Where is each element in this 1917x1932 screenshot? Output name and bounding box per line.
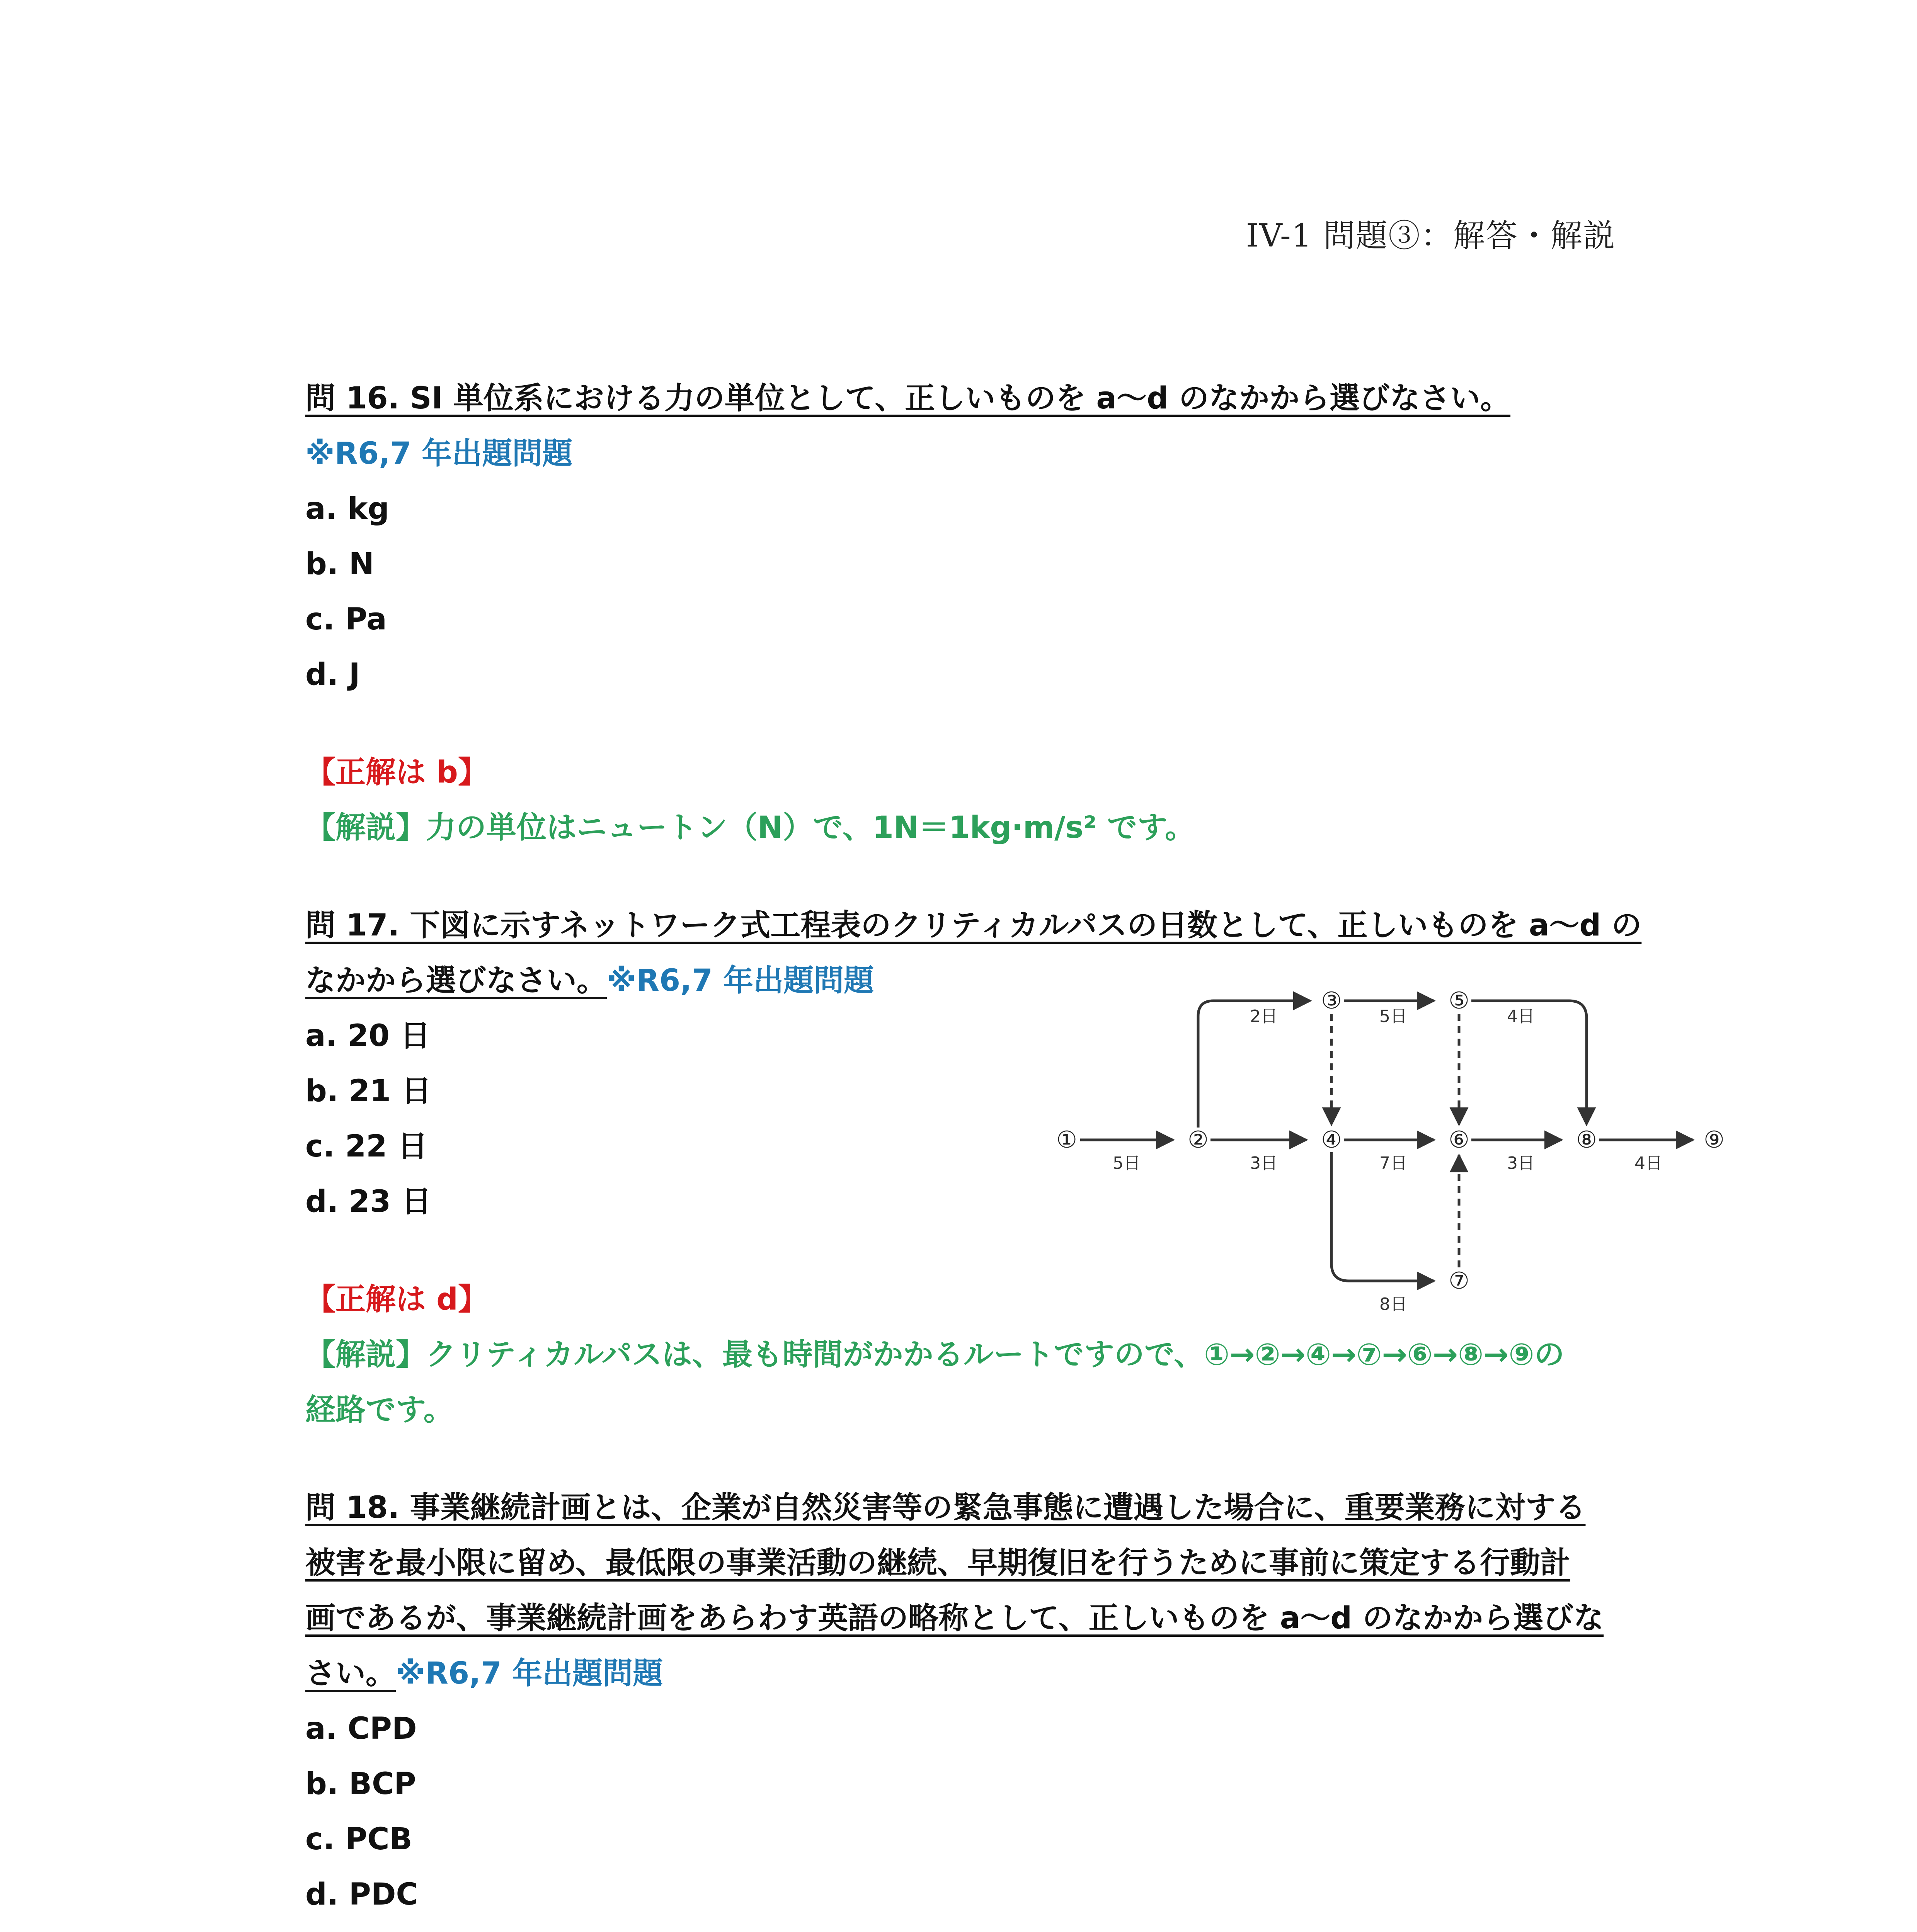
q18-choice-c: c. PCB — [305, 1822, 412, 1857]
label-8-9: 4日 — [1634, 1153, 1662, 1173]
spacer — [305, 702, 1616, 745]
question-17-text-2: なかから選びなさい。 — [305, 963, 607, 998]
question-16-note: ※R6,7 年出題問題 — [305, 436, 573, 471]
question-16-text: 問 16. SI 単位系における力の単位として、正しいものを a～d のなかから選びなさい。 — [305, 381, 1511, 416]
q16-choice-a: a. kg — [305, 492, 390, 526]
question-18-line-2 — [305, 1536, 1616, 1591]
spacer — [305, 855, 1616, 898]
label-4-6: 7日 — [1379, 1153, 1407, 1173]
q17-answer: 【正解は d】 — [305, 1282, 488, 1317]
question-17-line-1 — [305, 898, 1642, 953]
network-schedule-diagram — [1044, 978, 1770, 1325]
label-2-3: 2日 — [1250, 1007, 1278, 1026]
node-9: ⑨ — [1704, 1126, 1725, 1153]
q16-explanation: 【解説】力の単位はニュートン（N）で、1N＝1kg·m/s² です。 — [305, 810, 1195, 845]
question-18-text-2: 被害を最小限に留め、最低限の事業活動の継続、早期復旧を行うために事前に策定する行動計 — [305, 1546, 1570, 1580]
question-18-text-1: 問 18. 事業継続計画とは、企業が自然災害等の緊急事態に遭遇した場合に、重要業務に対する — [305, 1490, 1586, 1525]
label-2-4: 3日 — [1250, 1153, 1278, 1173]
question-18-line-4 — [305, 1646, 1616, 1701]
q17-explanation-1: 【解説】クリティカルパスは、最も時間がかかるルートですので、①→②→④→⑦→⑥→⑧→⑨の — [305, 1337, 1565, 1372]
q18-choice-b: b. BCP — [305, 1767, 416, 1801]
node-1: ① — [1056, 1126, 1077, 1153]
q16-choice-c: c. Pa — [305, 602, 387, 637]
q18-choice-a: a. CPD — [305, 1711, 417, 1746]
node-4: ④ — [1321, 1126, 1342, 1153]
q17-choice-c: c. 22 日 — [305, 1129, 428, 1164]
node-7: ⑦ — [1449, 1267, 1469, 1294]
label-5-8: 4日 — [1507, 1007, 1535, 1026]
q17-choice-d: d. 23 日 — [305, 1184, 432, 1219]
node-5: ⑤ — [1449, 987, 1469, 1014]
question-16 — [305, 371, 1616, 426]
node-2: ② — [1188, 1126, 1209, 1153]
node-3: ③ — [1321, 987, 1342, 1014]
label-4-7: 8日 — [1379, 1294, 1407, 1314]
q16-choice-d: d. J — [305, 657, 360, 692]
label-6-8: 3日 — [1507, 1153, 1535, 1173]
q16-choice-b: b. N — [305, 547, 374, 582]
question-18-text-3: 画であるが、事業継続計画をあらわす英語の略称として、正しいものを a～d のなかから選びな — [305, 1601, 1604, 1636]
label-3-5: 5日 — [1379, 1007, 1407, 1026]
q16-answer: 【正解は b】 — [305, 755, 488, 790]
spacer — [305, 1922, 1616, 1932]
question-18-line-3 — [305, 1591, 1616, 1646]
question-17-note: ※R6,7 年出題問題 — [607, 963, 874, 998]
q18-choice-d: d. PDC — [305, 1877, 418, 1912]
node-6: ⑥ — [1449, 1126, 1469, 1153]
q17-choice-a: a. 20 日 — [305, 1019, 431, 1053]
page-header: IV-1 問題③：解答・解説 — [1246, 218, 1616, 254]
question-18-note: ※R6,7 年出題問題 — [396, 1656, 663, 1691]
q17-explanation-2: 経路です。 — [305, 1393, 454, 1427]
question-18-line-1 — [305, 1480, 1616, 1536]
spacer — [305, 1438, 1616, 1480]
question-17-text-1: 問 17. 下図に示すネットワーク式工程表のクリティカルパスの日数として、正しいものを a～d の — [305, 908, 1642, 943]
node-8: ⑧ — [1576, 1126, 1597, 1153]
question-18-text-4: さい。 — [305, 1656, 396, 1691]
q17-choice-b: b. 21 日 — [305, 1074, 432, 1109]
label-1-2: 5日 — [1113, 1153, 1141, 1173]
